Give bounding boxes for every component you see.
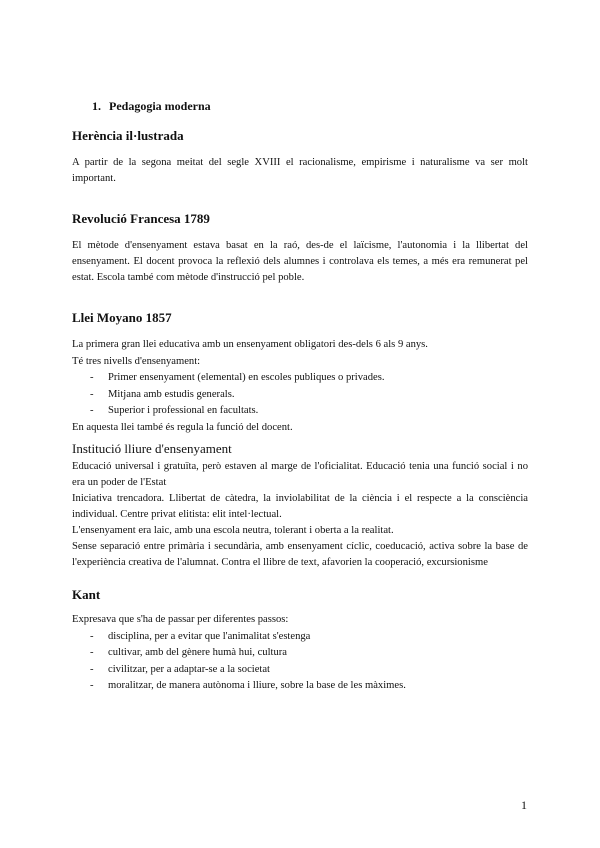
section-title: Pedagogia moderna — [109, 99, 211, 113]
dash-marker: - — [90, 680, 94, 691]
dash-marker: - — [90, 405, 94, 416]
page-number: 1 — [521, 798, 527, 812]
list-item: - civilitzar, per a adaptar-se a la societat — [72, 662, 528, 679]
list-item: - moralitzar, de manera autònoma i lliure, sobre la base de les màximes. — [72, 678, 528, 695]
paragraph-revolucio: El mètode d'ensenyament estava basat en la raó, des-de el laïcisme, l'autonomia i la llibertat del ensenyament. El docent provoca la reflexió dels alumnes i controlava els temes, a més era remunerat pel estat. Escola també com mètode d'instrucció pel poble. — [72, 240, 528, 283]
kant-intro: Expresava que s'ha de passar per diferentes passos: — [72, 614, 289, 625]
list-item: - cultivar, amb del gènere humà hui, cultura — [72, 645, 528, 662]
moyano-line-2: Té tres nivells d'ensenyament: — [72, 355, 201, 367]
institucio-paragraph-2: Iniciativa trencadora. Llibertat de càtedra, la inviolabilitat de la ciència i el respecte a la consciència individual. Centre privat elitista: elit intel·lectual. — [72, 493, 528, 520]
list-item: - Superior i professional en facultats. — [72, 403, 528, 420]
section-heading — [72, 99, 528, 114]
dash-marker: - — [90, 663, 94, 675]
kant-content — [72, 612, 528, 695]
dash-marker: - — [90, 630, 94, 642]
moyano-content — [72, 337, 528, 436]
institucio-content — [72, 459, 528, 571]
dash-marker: - — [90, 647, 94, 658]
heading-institucio: Institució lliure d'ensenyament — [72, 441, 232, 456]
institucio-paragraph-1: Educació universal i gratuïta, però estaven al marge de l'oficialitat. Educació tenia una funció social i no era un poder de l'Estat — [72, 461, 528, 488]
institucio-paragraph-3: L'ensenyament era laic, amb una escola neutra, tolerant i oberta a la realitat. — [72, 525, 394, 536]
paragraph-herencia: A partir de la segona meitat del segle XVIII el racionalisme, empirisme i naturalisme va ser molt important. — [72, 157, 528, 184]
heading-revolucio: Revolució Francesa 1789 — [72, 211, 210, 226]
heading-moyano: Llei Moyano 1857 — [72, 310, 172, 325]
section-number: 1. — [92, 99, 101, 113]
moyano-line-3: En aquesta llei també és regula la funció del docent. — [72, 421, 293, 433]
dash-marker: - — [90, 372, 94, 383]
institucio-paragraph-4: Sense separació entre primària i secundària, amb ensenyament cíclic, coeducació, activa sobre la base de l'experiència creativa de l'alumnat. Contra el llibre de text, afavorien la cooperació, excursionisme — [72, 541, 528, 568]
list-item: - Mitjana amb estudis generals. — [72, 387, 528, 404]
moyano-list — [72, 370, 528, 420]
list-item: - disciplina, per a evitar que l'animalitat s'estenga — [72, 629, 528, 646]
dash-marker: - — [90, 388, 94, 400]
heading-herencia: Herència il·lustrada — [72, 128, 184, 143]
moyano-line-1: La primera gran llei educativa amb un ensenyament obligatori des-dels 6 als 9 anys. — [72, 339, 428, 350]
kant-list — [72, 629, 528, 695]
list-item: - Primer ensenyament (elemental) en escoles publiques o privades. — [72, 370, 528, 387]
heading-kant: Kant — [72, 587, 101, 602]
